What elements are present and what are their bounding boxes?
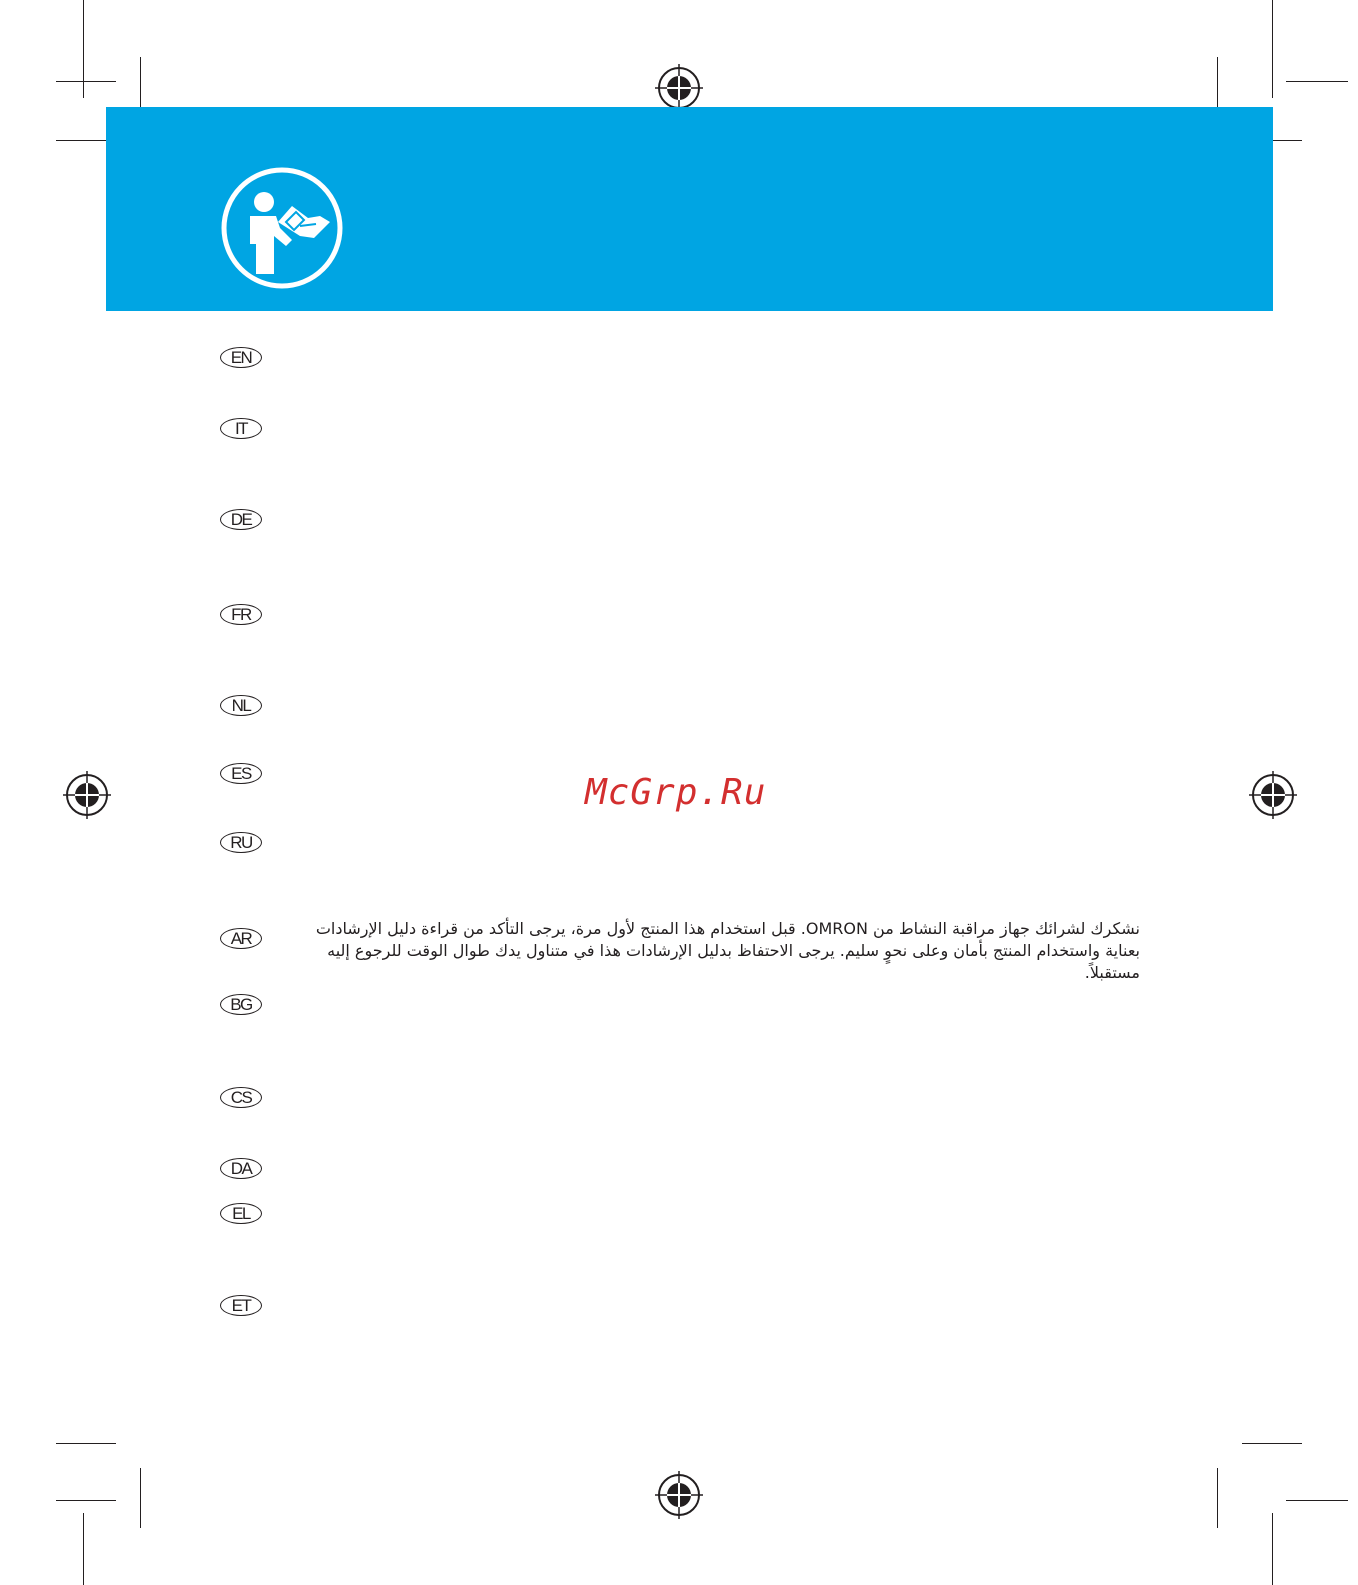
- watermark: McGrp.Ru: [585, 772, 767, 813]
- language-badge-el: EL: [220, 1203, 262, 1224]
- language-badge-ar: AR: [220, 928, 262, 949]
- language-badge-et: ET: [220, 1295, 262, 1316]
- registration-mark-icon: [655, 1471, 703, 1519]
- crop-mark: [1217, 1468, 1218, 1528]
- crop-mark: [1272, 0, 1273, 98]
- language-badge-de: DE: [220, 509, 262, 530]
- crop-mark: [140, 1468, 141, 1528]
- crop-mark: [1286, 1500, 1348, 1501]
- crop-mark: [1286, 81, 1348, 82]
- language-badge-en: EN: [220, 347, 262, 368]
- crop-mark: [1242, 1443, 1302, 1444]
- crop-mark: [1272, 1513, 1273, 1585]
- crop-mark: [83, 1513, 84, 1585]
- crop-mark: [56, 1443, 116, 1444]
- language-badge-cs: CS: [220, 1087, 262, 1108]
- language-badge-es: ES: [220, 763, 262, 784]
- crop-mark: [83, 0, 84, 98]
- read-manual-icon: [220, 166, 344, 290]
- registration-mark-icon: [655, 64, 703, 112]
- language-badge-fr: FR: [220, 604, 262, 625]
- language-badge-nl: NL: [220, 695, 262, 716]
- registration-mark-icon: [1249, 771, 1297, 819]
- arabic-paragraph: نشكرك لشرائك جهاز مراقبة النشاط من OMRON. قبل استخدام هذا المنتج لأول مرة، يرجى التأكد من قراءة دليل الإرشادات بعناية واستخدام المنتج بأمان وعلى نحوٍ سليم. يرجى الاحتفاظ بدليل الإرشادات هذا في متناول يدك طوال الوقت للرجوع إليه مستقبلاً.: [315, 919, 1140, 982]
- crop-mark: [56, 1500, 116, 1501]
- registration-mark-icon: [63, 771, 111, 819]
- language-badge-it: IT: [220, 418, 262, 439]
- language-badge-bg: BG: [220, 994, 262, 1015]
- crop-mark: [56, 81, 116, 82]
- language-badge-da: DA: [220, 1158, 262, 1179]
- language-badge-ru: RU: [220, 832, 262, 853]
